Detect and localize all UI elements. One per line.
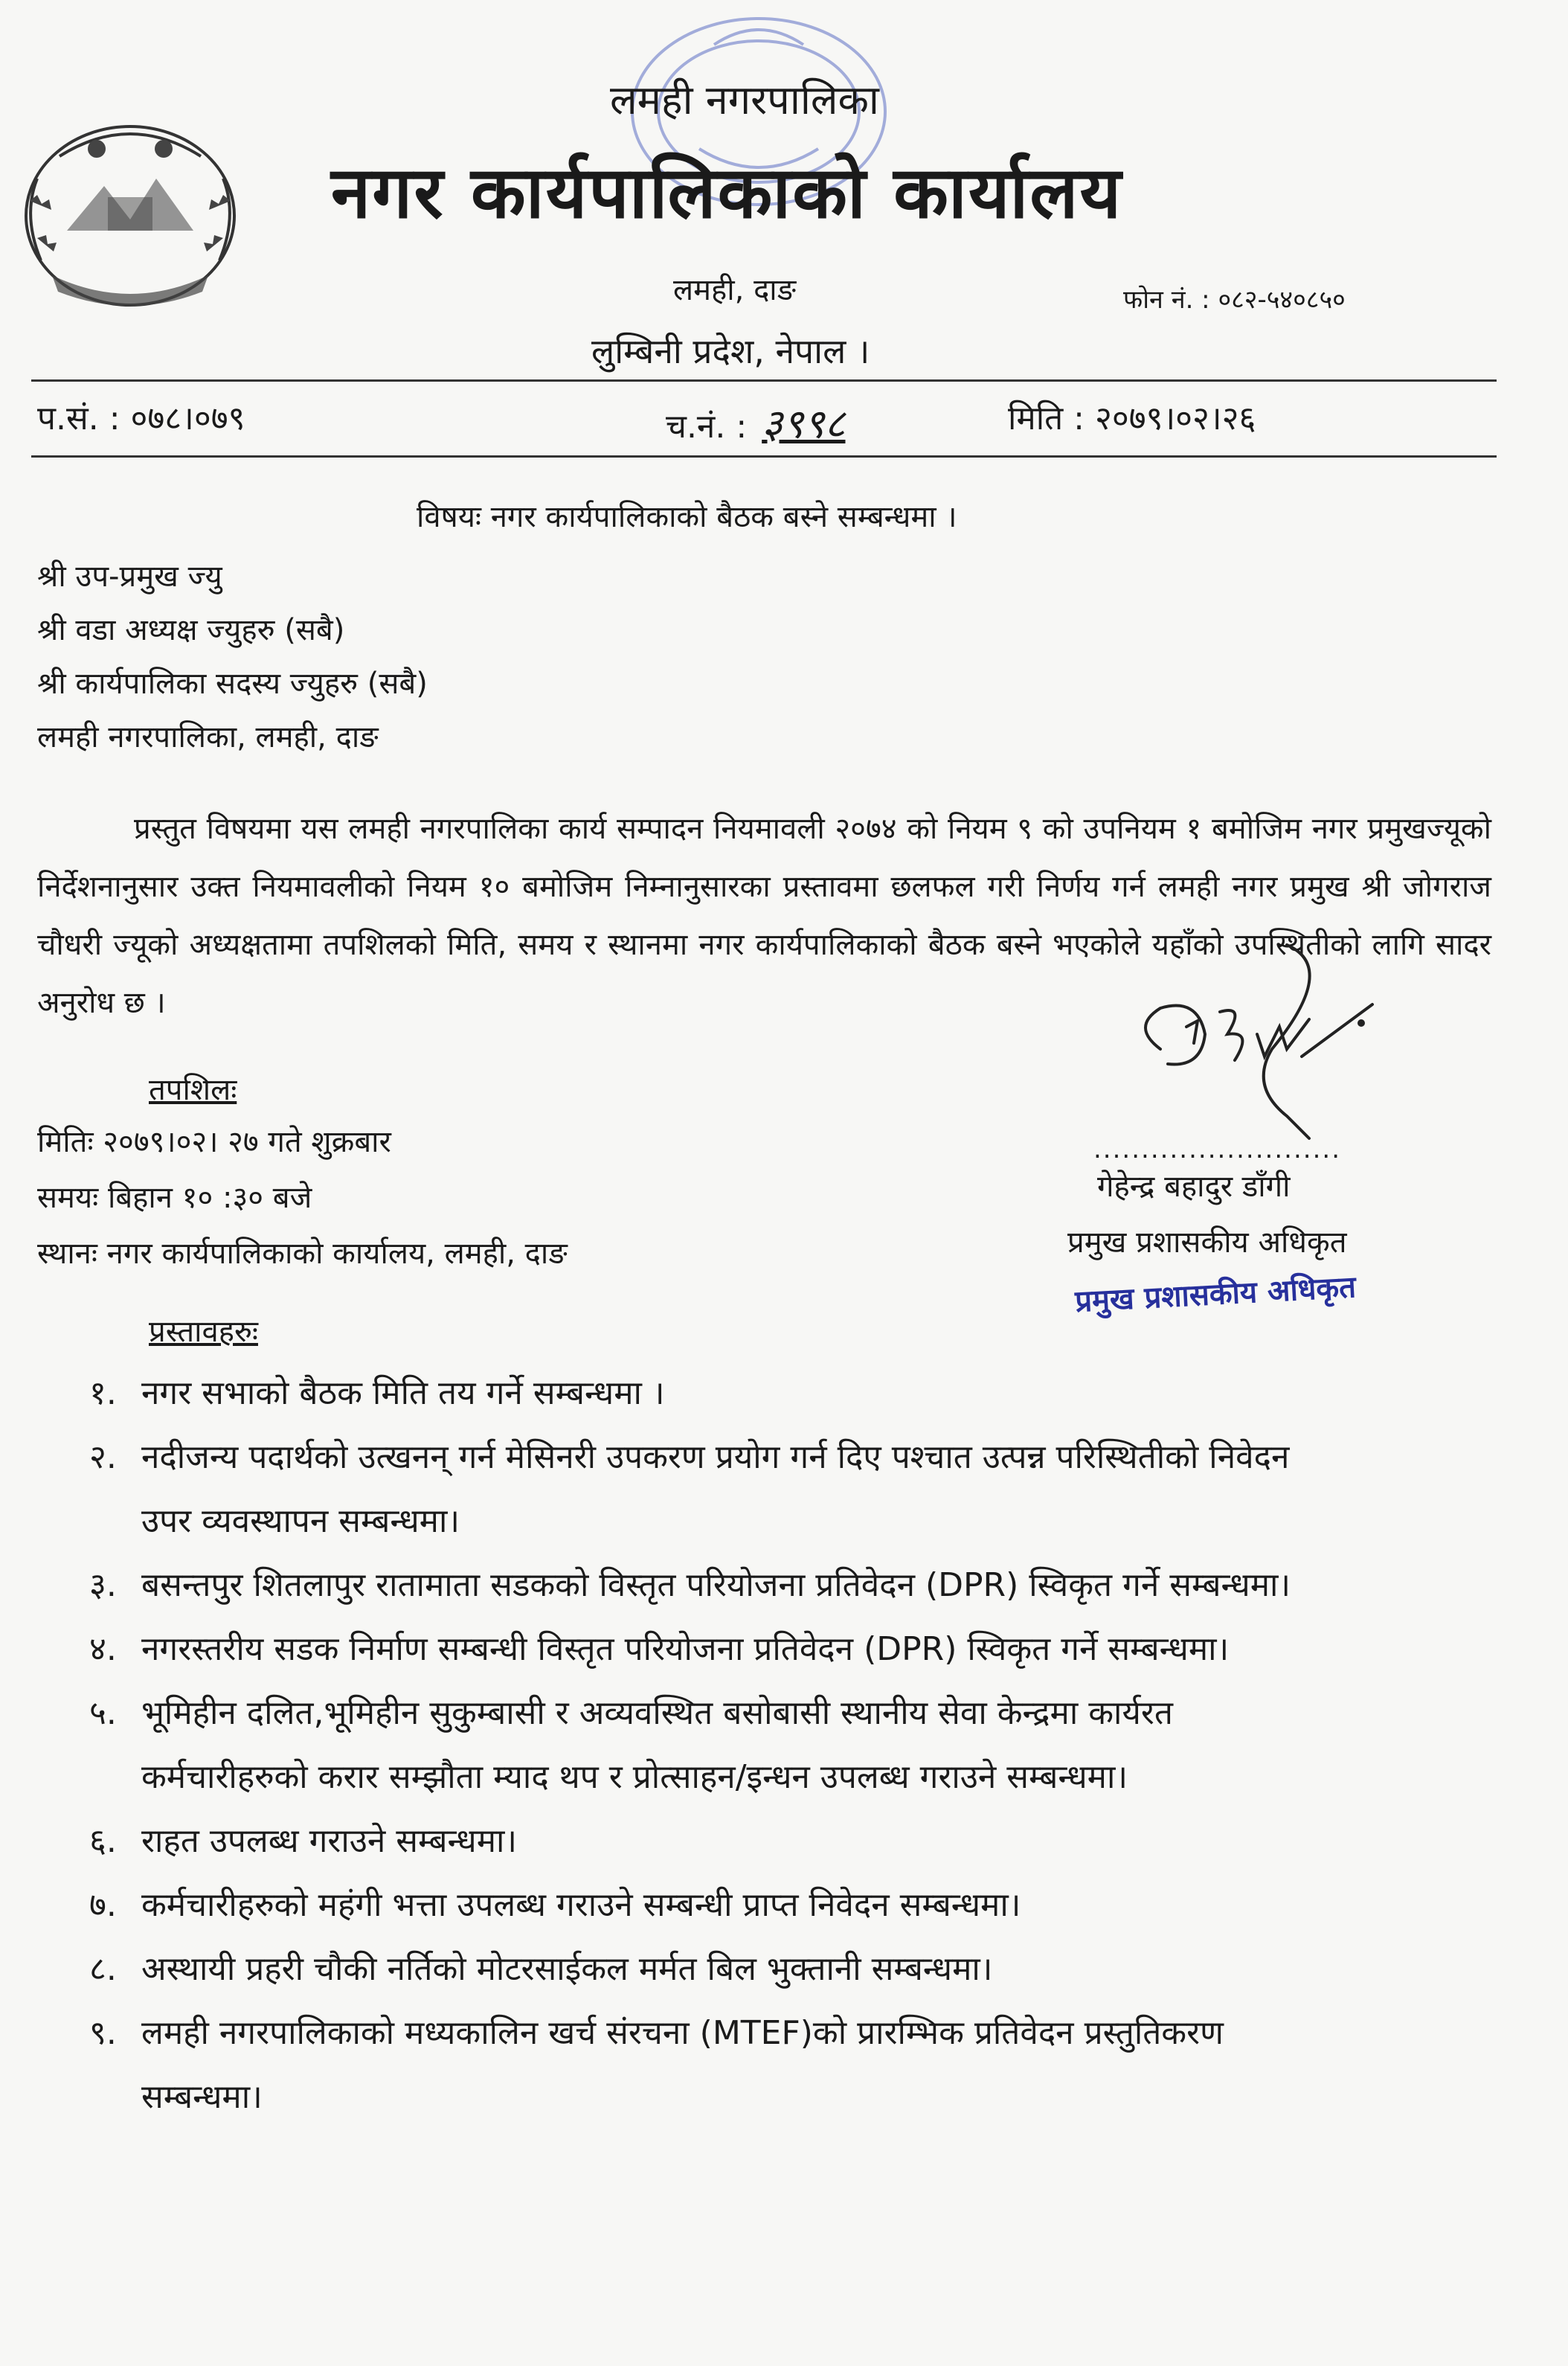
org-name: लमही नगरपालिका — [610, 77, 879, 124]
proposal-text: लमही नगरपालिकाको मध्यकालिन खर्च संरचना (MTEF)को प्रारम्भिक प्रतिवेदन प्रस्तुतिकरण — [141, 2014, 1224, 2052]
dispatch-number — [666, 394, 845, 449]
proposal-text: नगरस्तरीय सडक निर्माण सम्बन्धी विस्तृत परियोजना प्रतिवेदन (DPR) स्विकृत गर्ने सम्बन्धमा। — [141, 1630, 1230, 1668]
signatory-name: गेहेन्द्र बहादुर डाँगी — [1097, 1170, 1291, 1204]
proposal-number: ८. — [89, 1950, 117, 1988]
proposal-item — [89, 1554, 1495, 1618]
body-paragraph: प्रस्तुत विषयमा यस लमही नगरपालिका कार्य सम्पादन नियमावली २०७४ को नियम ९ को उपनियम १ बमोजिम नगर प्रमुखज्यूको निर्देशनानुसार उक्त नियमावलीको नियम १० बमोजिम निम्नानुसारका प्रस्तावमा छलफल गरी निर्णय गर्न लमही नगर प्रमुख श्री जोगराज चौधरी ज्यूको अध्यक्षतामा तपशिलको मिति, समय र स्थानमा नगर कार्यपालिकाको बैठक बस्ने भएकोले यहाँको उपस्थितीको लागि सादर अनुरोध छ । — [37, 812, 1491, 1020]
proposal-item — [89, 2001, 1495, 2129]
proposal-text: नदीजन्य पदार्थको उत्खनन् गर्न मेसिनरी उपकरण प्रयोग गर्न दिए पश्चात उत्पन्न परिस्थितीको निवेदन — [141, 1438, 1290, 1476]
proposal-number: ९. — [89, 2014, 117, 2052]
phone-number: फोन नं. : ०८२-५४०८५० — [1123, 285, 1346, 315]
subject-line: विषयः नगर कार्यपालिकाको बैठक बस्ने सम्बन्धमा । — [417, 500, 957, 534]
addressee-line: लमही नगरपालिका, लमही, दाङ — [37, 720, 379, 754]
proposals-heading: प्रस्तावहरुः — [149, 1315, 258, 1349]
office-title: नगर कार्यपालिकाको कार्यालय — [331, 151, 1123, 234]
letter-date: मिति : २०७९।०२।२६ — [1008, 400, 1256, 437]
proposal-item — [89, 1618, 1495, 1681]
dispatch-label: च.नं. : — [666, 408, 748, 446]
proposal-item — [89, 1937, 1495, 2001]
addressee-line: श्री वडा अध्यक्ष ज्युहरु (सबै) — [37, 613, 345, 647]
addressee-line: श्री कार्यपालिका सदस्य ज्युहरु (सबै) — [37, 667, 428, 701]
proposal-number: ५. — [89, 1694, 117, 1732]
proposal-item — [89, 1426, 1495, 1554]
schedule-place: स्थानः नगर कार्यपालिकाको कार्यालय, लमही, दाङ — [37, 1237, 568, 1271]
address-line-2: लुम्बिनी प्रदेश, नेपाल । — [591, 331, 870, 371]
proposal-text: राहत उपलब्ध गराउने सम्बन्धमा। — [141, 1822, 518, 1860]
header-divider-bottom — [31, 455, 1497, 458]
signatory-designation: प्रमुख प्रशासकीय अधिकृत — [1067, 1225, 1347, 1260]
signature-icon — [1116, 937, 1384, 1146]
reference-number: प.सं. : ०७८।०७९ — [37, 400, 245, 437]
proposal-text: नगर सभाको बैठक मिति तय गर्ने सम्बन्धमा । — [141, 1374, 665, 1412]
header-divider-top — [31, 379, 1497, 382]
proposal-number: २. — [89, 1438, 117, 1476]
proposal-number: ६. — [89, 1822, 117, 1860]
proposal-number: १. — [89, 1374, 117, 1412]
proposal-item — [89, 1873, 1495, 1937]
schedule-time: समयः बिहान १० :३० बजे — [37, 1181, 312, 1215]
proposal-text: बसन्तपुर शितलापुर रातामाता सडकको विस्तृत परियोजना प्रतिवेदन (DPR) स्विकृत गर्ने सम्बन्धमा। — [141, 1566, 1291, 1604]
proposal-number: ४. — [89, 1630, 117, 1668]
proposal-text-continued: उपर व्यवस्थापन सम्बन्धमा। — [141, 1502, 460, 1540]
schedule-heading: तपशिलः — [149, 1073, 237, 1107]
proposal-text: अस्थायी प्रहरी चौकी नर्तिको मोटरसाईकल मर्मत बिल भुक्तानी सम्बन्धमा। — [141, 1950, 993, 1988]
proposal-text-continued: सम्बन्धमा। — [141, 2078, 263, 2116]
proposal-number: ७. — [89, 1886, 117, 1924]
dispatch-value: ३९९८ — [762, 400, 846, 447]
proposal-text: कर्मचारीहरुको महंगी भत्ता उपलब्ध गराउने सम्बन्धी प्राप्त निवेदन सम्बन्धमा। — [141, 1886, 1021, 1924]
proposal-item — [89, 1362, 1495, 1426]
proposal-text-continued: कर्मचारीहरुको करार सम्झौता म्याद थप र प्रोत्साहन/इन्धन उपलब्ध गराउने सम्बन्धमा। — [141, 1758, 1128, 1796]
addressee-line: श्री उप-प्रमुख ज्यु — [37, 560, 222, 594]
proposal-text: भूमिहीन दलित,भूमिहीन सुकुम्बासी र अव्यवस्थित बसोबासी स्थानीय सेवा केन्द्रमा कार्यरत — [141, 1694, 1173, 1732]
proposal-item — [89, 1681, 1495, 1809]
proposal-number: ३. — [89, 1566, 117, 1604]
proposal-item — [89, 1809, 1495, 1873]
designation-stamp: प्रमुख प्रशासकीय अधिकृत — [1074, 1270, 1357, 1319]
address-line-1: लमही, दाङ — [673, 273, 797, 307]
nepal-emblem-icon — [7, 97, 253, 320]
signature-dots: .......................... — [1093, 1135, 1341, 1164]
schedule-date: मितिः २०७९।०२। २७ गते शुक्रबार — [37, 1125, 391, 1159]
